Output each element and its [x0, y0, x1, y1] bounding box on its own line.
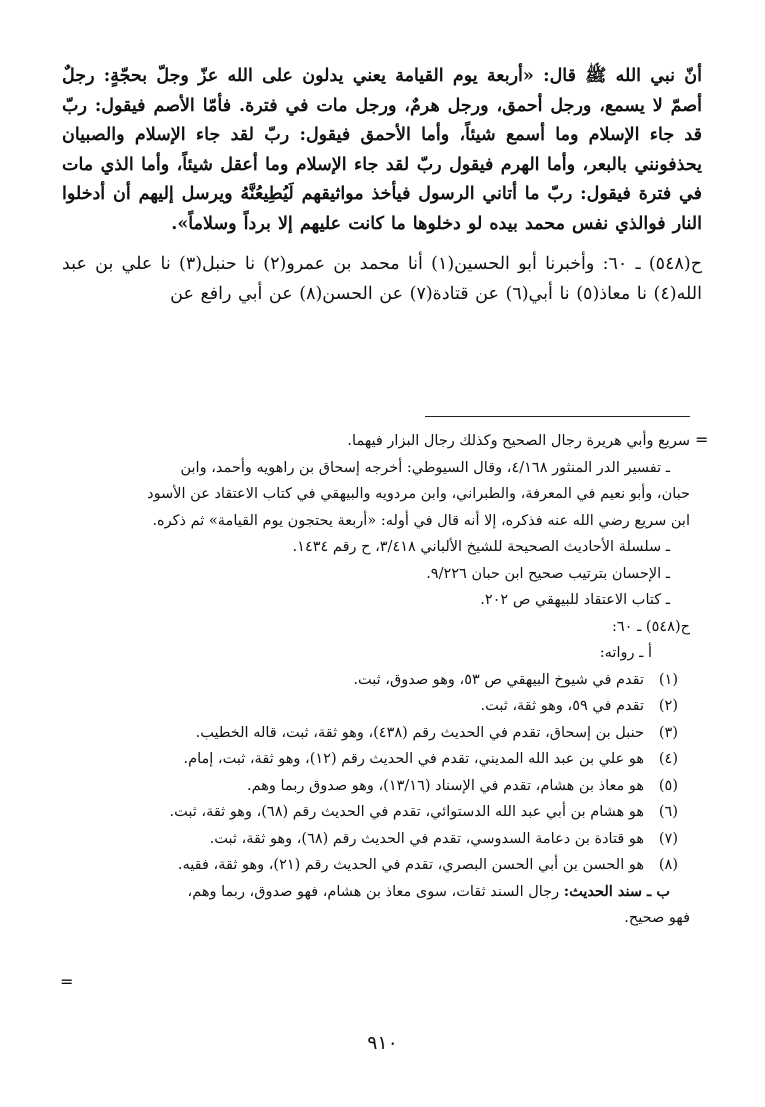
note-number: (٤) [658, 751, 678, 767]
sanad-end: فهو صحيح. [624, 910, 690, 926]
sanad-line [80, 879, 690, 906]
footnote-line: حبان، وأبو نعيم في المعرفة، والطبراني، وابن مردويه والبيهقي في كتاب الاعتقاد عن الأسود [147, 486, 690, 502]
narrators-heading: أ ـ رواته: [599, 645, 652, 661]
continuation-marker: = [695, 430, 709, 449]
note-text: هو معاذ بن هشام، تقدم في الإسناد (١٣/١٦)، وهو صدوق ربما وهم. [247, 777, 644, 794]
note-text: تقدم في ٥٩، وهو ثقة، ثبت. [480, 698, 644, 714]
narrator-note [80, 826, 690, 853]
hadith-text: أنّ نبي الله ﷺ قال: «أربعة يوم القيامة يعني يدلون على الله عزّ وجلّ بحجّةٍ: رجلٌ أصمّ لا يسمع، ورجل أحمق، ورجل هرمٌ، ورجل مات في فترة. فأمّا الأصم فيقول: ربّ قد جاء الإسلام وما أسمع شيئاً، وأما الأحمق فيقول: ربّ لقد جاء الإسلام والصبيان يحذفونني بالبعر، وأما الهرم فيقول ربّ لقد جاء الإسلام وما أعقل شيئاً، وأما الذي مات في فترة فيقول: ربّ ما أتاني الرسول فيأخذ مواثيقهم لَيُطِيعُنَّهُ ويرسل إليهم أن أدخلوا النار فوالذي نفس محمد بيده لو دخلوها ما كانت عليهم إلا برداً وسلاماً». [62, 66, 702, 234]
footnote-line: ـ كتاب الاعتقاد للبيهقي ص ٢٠٢. [480, 592, 670, 608]
note-text: تقدم في شيوخ البيهقي ص ٥٣، وهو صدوق، ثبت. [353, 671, 644, 688]
narrator-note [80, 746, 690, 773]
note-number: (٥) [658, 777, 678, 794]
end-marker: = [60, 972, 74, 991]
note-number: (٨) [658, 857, 678, 873]
sanad-label: ب ـ سند الحديث: [563, 882, 670, 900]
note-number: (٦) [658, 804, 678, 820]
footnote-line: سريع وأبي هريرة رجال الصحيح وكذلك رجال البزار فيهما. [347, 433, 690, 449]
note-number: (٣) [658, 724, 678, 741]
note-text: حنبل بن إسحاق، تقدم في الحديث رقم (٤٣٨)، وهو ثقة، ثبت، قاله الخطيب. [195, 724, 644, 741]
narrator-note [80, 667, 690, 694]
page-number: ٩١٠ [367, 1032, 398, 1054]
footnote-separator [425, 416, 690, 417]
footnote-line: ـ سلسلة الأحاديث الصحيحة للشيخ الألباني ٣/٤١٨، ح رقم ١٤٣٤. [292, 539, 670, 555]
note-text: هو علي بن عبد الله المديني، تقدم في الحديث رقم (١٢)، وهو ثقة، ثبت، إمام. [183, 751, 644, 767]
note-text: هو قتادة بن دعامة السدوسي، تقدم في الحديث رقم (٦٨)، وهو ثقة، ثبت. [209, 830, 644, 847]
hadith-ref: ح(٥٤٨) ـ ٦٠: [612, 618, 690, 635]
footnote-line: ـ تفسير الدر المنثور ٤/١٦٨، وقال السيوطي: أخرجه إسحاق بن راهويه وأحمد، وابن [180, 459, 670, 476]
narrator-note [80, 852, 690, 879]
note-number: (٧) [658, 830, 678, 847]
narrator-note [80, 693, 690, 720]
narrator-note [80, 720, 690, 747]
narrator-note [80, 799, 690, 826]
main-text [62, 62, 702, 309]
footnotes [80, 428, 690, 932]
isnad-text: ح(٥٤٨) ـ ٦٠: وأخبرنا أبو الحسين(١) أنا محمد بن عمرو(٢) نا حنبل(٣) نا علي بن عبد الله(٤) نا معاذ(٥) نا أبي(٦) عن قتادة(٧) عن الحسن(٨) عن أبي رافع عن [62, 254, 702, 304]
footnote-line: ـ الإحسان بترتيب صحيح ابن حبان ٩/٢٢٦. [426, 565, 670, 582]
note-text: هو هشام بن أبي عبد الله الدستوائي، تقدم في الحديث رقم (٦٨)، وهو ثقة، ثبت. [169, 804, 644, 820]
footnote-line: ابن سريع رضي الله عنه فذكره، إلا أنه قال في أوله: «أربعة يحتجون يوم القيامة» ثم ذكره. [152, 512, 690, 529]
sanad-text: رجال السند ثقات، سوى معاذ بن هشام، فهو صدوق، ربما وهم، [187, 883, 560, 900]
note-number: (١) [658, 671, 678, 688]
note-number: (٢) [658, 698, 678, 714]
narrator-note [80, 773, 690, 800]
note-text: هو الحسن بن أبي الحسن البصري، تقدم في الحديث رقم (٢١)، وهو ثقة، فقيه. [177, 857, 644, 873]
